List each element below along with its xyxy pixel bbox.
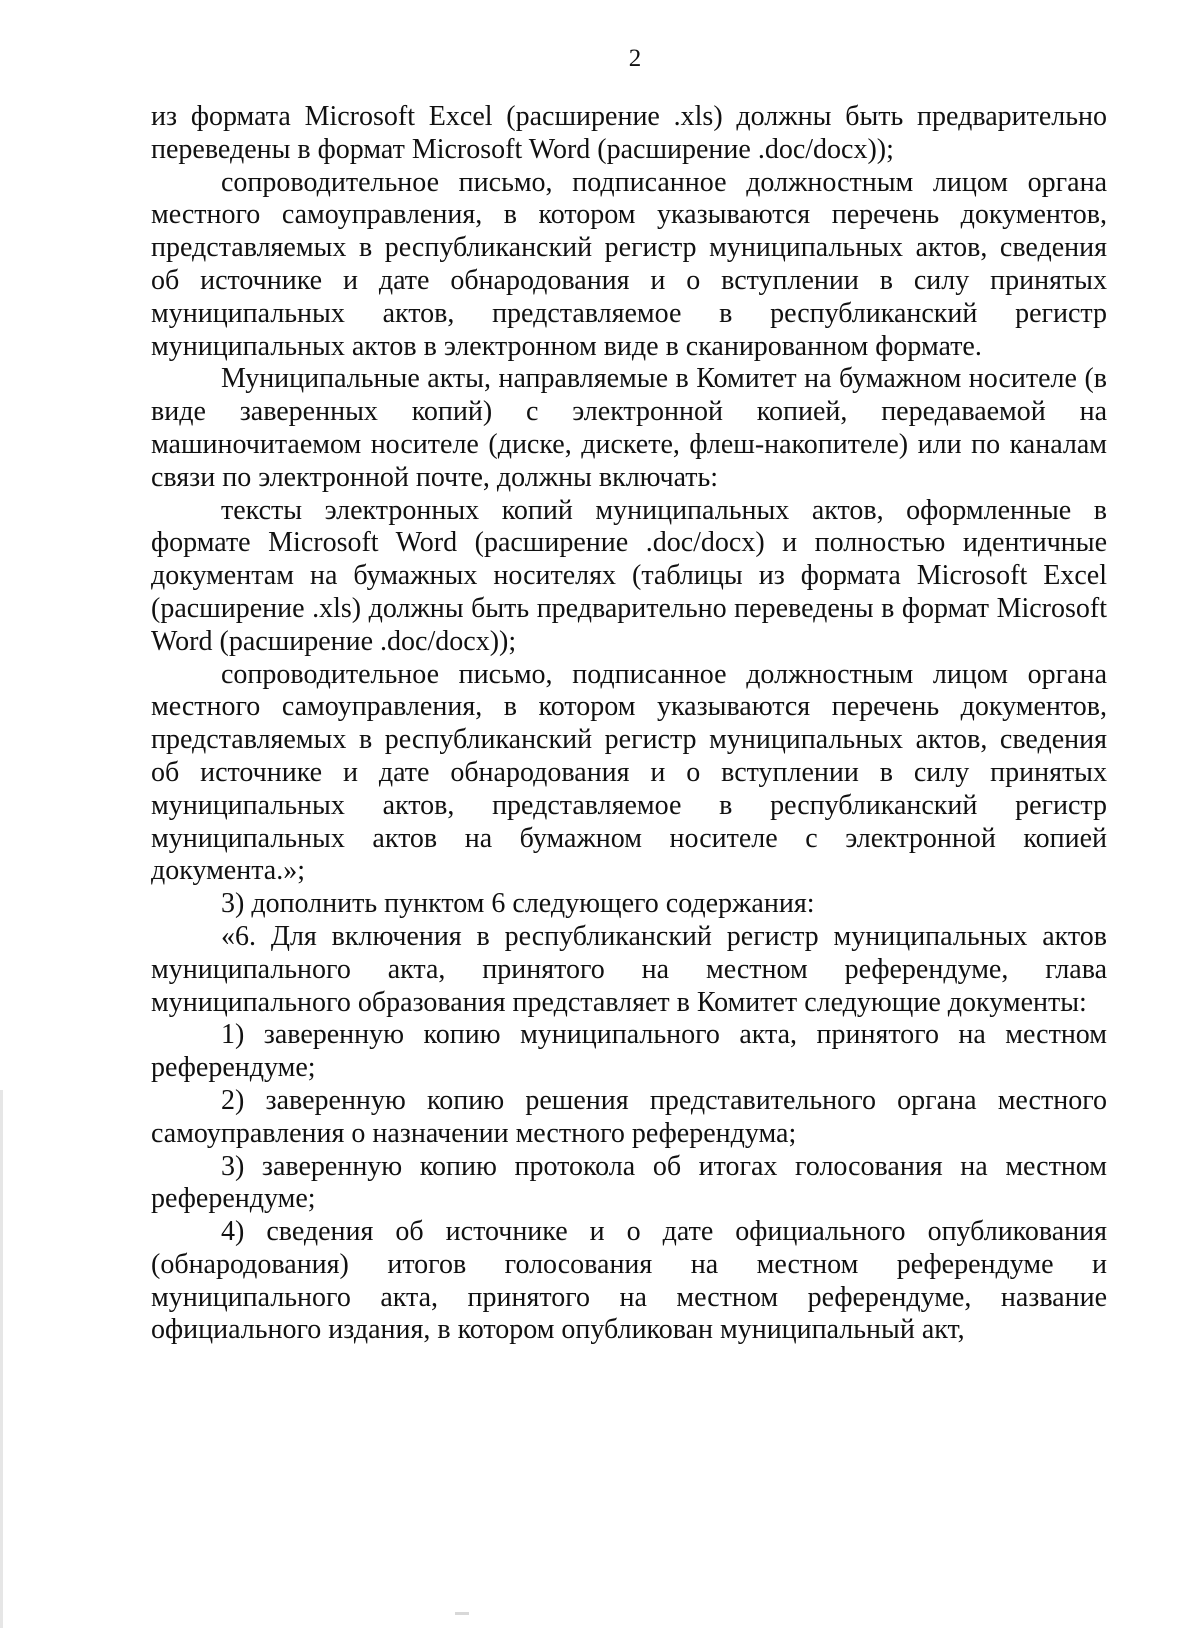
document-body [151,101,1107,1347]
paragraph-electronic-copies: тексты электронных копий муниципальных актов, оформленные в формате Microsoft Word (расширение .doc/docx) и полностью идентичные документам на бумажных носителях (таблицы из формата Microsoft Excel (расширение .xls) должны быть предварительно переведены в формат Microsoft Word (расширение .doc/docx)); [151,494,1107,657]
paragraph-cover-letter-paper: сопроводительное письмо, подписанное должностным лицом органа местного самоуправления, в котором указываются перечень документов, представляемых в республиканский регистр муниципальных актов, сведения об источнике и дате обнародования и о вступлении в силу принятых муниципальных актов, представляемое в республиканский регистр муниципальных актов на бумажном носителе с электронной копией документа.»; [151,658,1107,887]
paragraph-cover-letter-electronic: сопроводительное письмо, подписанное должностным лицом органа местного самоуправления, в котором указываются перечень документов, представляемых в республиканский регистр муниципальных актов, сведения об источнике и дате обнародования и о вступлении в силу принятых муниципальных актов, представляемое в республиканский регистр муниципальных актов в электронном виде в сканированном формате. [151,166,1107,362]
paragraph-item-6: «6. Для включения в республиканский регистр муниципальных актов муниципального акта, принятого на местном референдуме, глава муниципального образования представляет в Комитет следующие документы: [151,920,1107,1018]
scan-artifact [455,1612,469,1615]
paragraph-paper-acts: Муниципальные акты, направляемые в Комитет на бумажном носителе (в виде заверенных копий) с электронной копией, передаваемой на машиночитаемом носителе (диске, дискете, флеш-накопителе) или по каналам связи по электронной почте, должны включать: [151,363,1107,493]
list-item-2: 2) заверенную копию решения представительного органа местного самоуправления о назначении местного референдума; [151,1084,1107,1149]
list-item-4: 4) сведения об источнике и о дате официального опубликования (обнародования) итогов голосования на местном референдуме и муниципального акта, принятого на местном референдуме, название официального издания, в котором опубликован муниципальный акт, [151,1216,1107,1346]
paragraph-amendment-point: 3) дополнить пунктом 6 следующего содержания: [221,888,815,920]
page-number: 2 [628,45,642,72]
list-item-3: 3) заверенную копию протокола об итогах голосования на местном референдуме; [151,1150,1107,1215]
paragraph-continuation: из формата Microsoft Excel (расширение .xls) должны быть предварительно переведены в формат Microsoft Word (расширение .doc/docx)); [151,101,1107,165]
scan-edge-shadow [0,1090,3,1628]
list-item-1: 1) заверенную копию муниципального акта, принятого на местном референдуме; [151,1019,1107,1084]
